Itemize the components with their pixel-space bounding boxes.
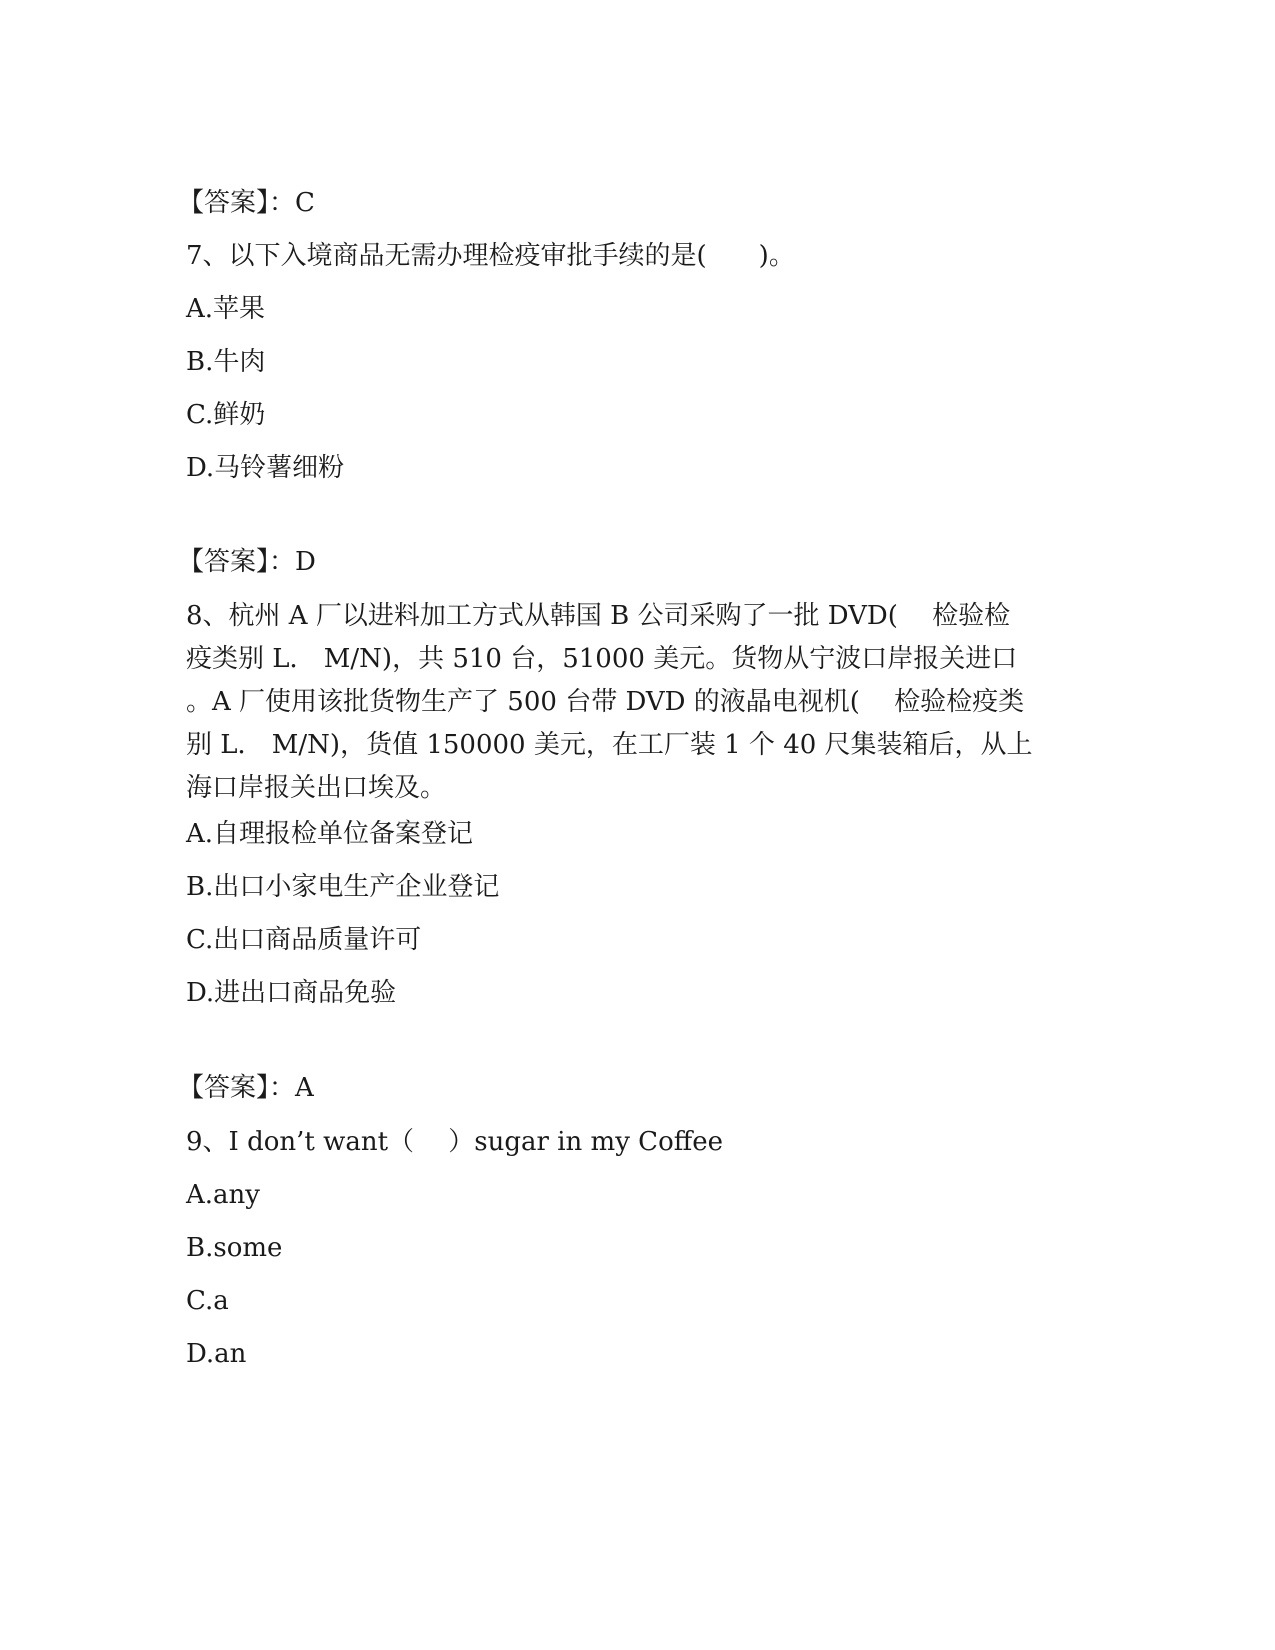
question-8-stem: [186, 595, 1086, 810]
question-8-option-a: A.自理报检单位备案登记: [186, 819, 474, 849]
question-9-option-b: B.some: [186, 1233, 283, 1263]
question-8-stem-line-1: 8、杭州 A 厂以进料加工方式从韩国 B 公司采购了一批 DVD( 检验检: [186, 601, 1011, 631]
question-8-stem-line-3: 。A 厂使用该批货物生产了 500 台带 DVD 的液晶电视机( 检验检疫类: [186, 687, 1025, 717]
answer-label-q7: 【答案】：D: [178, 547, 316, 577]
question-9-option-c: C.a: [186, 1286, 229, 1316]
question-8-stem-line-4: 别 L． M/N)，货值 150000 美元，在工厂装 1 个 40 尺集装箱后，从上: [186, 730, 1033, 760]
question-8-option-b: B.出口小家电生产企业登记: [186, 872, 500, 902]
question-7-stem: 7、以下入境商品无需办理检疫审批手续的是( )。: [186, 241, 795, 271]
question-7-option-a: A.苹果: [186, 294, 266, 324]
question-8-option-d: D.进出口商品免验: [186, 978, 397, 1008]
answer-label-q6: 【答案】：C: [178, 188, 315, 218]
question-7-option-c: C.鲜奶: [186, 400, 266, 430]
question-9-stem: 9、I don’t want（ ）sugar in my Coffee: [186, 1127, 723, 1157]
question-9-option-a: A.any: [186, 1180, 260, 1210]
question-8-stem-line-5: 海口岸报关出口埃及。: [186, 773, 447, 803]
question-8-option-c: C.出口商品质量许可: [186, 925, 422, 955]
answer-label-q8: 【答案】：A: [178, 1073, 314, 1103]
question-7-option-b: B.牛肉: [186, 347, 266, 377]
question-9-option-d: D.an: [186, 1339, 247, 1369]
question-7-option-d: D.马铃薯细粉: [186, 453, 345, 483]
question-8-stem-line-2: 疫类别 L． M/N)，共 510 台，51000 美元。货物从宁波口岸报关进口: [186, 644, 1018, 674]
